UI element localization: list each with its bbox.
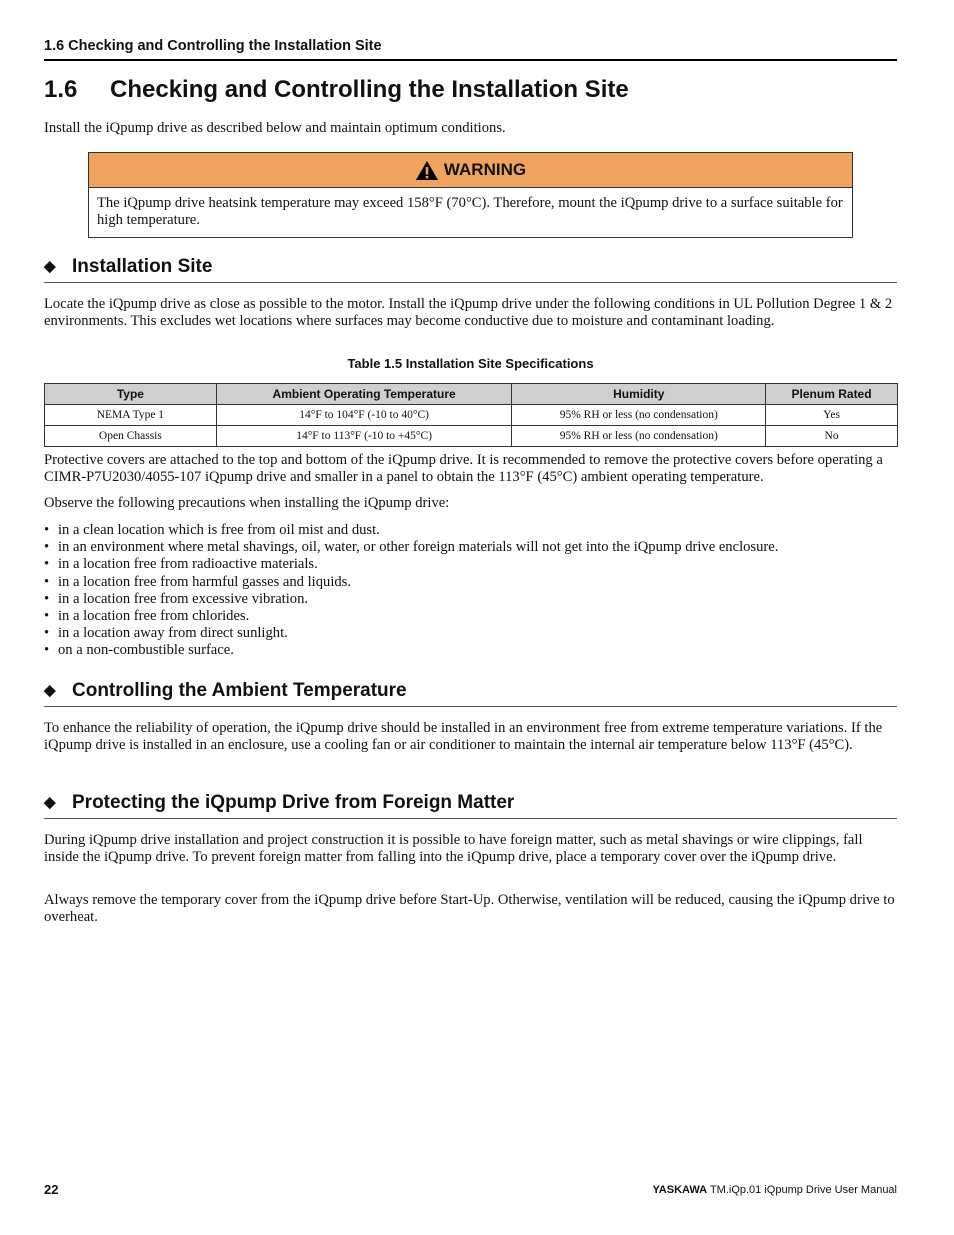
page-number: 22 [44, 1182, 59, 1197]
diamond-bullet-icon: ◆ [44, 258, 56, 275]
foreign-matter-paragraph-1: During iQpump drive installation and project construction it is possible to have foreign matter, such as metal shavings or wire clippings, fall inside the iQpump drive. To prevent foreign matter from falling into the iQpump drive, place a temporary cover over the iQpump drive. [44, 832, 863, 865]
section-heading-ambient: ◆ Controlling the Ambient Temperature [44, 680, 897, 707]
warning-header [89, 153, 852, 188]
column-header: Type [45, 384, 217, 405]
list-item: • in a location away from direct sunlight. [44, 625, 778, 642]
table-cell: 95% RH or less (no condensation) [512, 426, 766, 447]
warning-box [88, 152, 853, 238]
section-heading-foreign-matter: ◆ Protecting the iQpump Drive from Foreign Matter [44, 792, 897, 819]
diamond-bullet-icon: ◆ [44, 794, 56, 811]
list-item: • in a location free from harmful gasses and liquids. [44, 574, 778, 591]
observe-paragraph: Observe the following precautions when installing the iQpump drive: [44, 495, 450, 511]
table-caption: Table 1.5 Installation Site Specifications [347, 356, 594, 371]
manual-reference [652, 1184, 897, 1196]
list-item: • on a non-combustible surface. [44, 642, 778, 659]
warning-text: The iQpump drive heatsink temperature may exceed 158°F (70°C). Therefore, mount the iQpump drive to a surface suitable for high temperature. [97, 195, 843, 228]
installation-paragraph: Locate the iQpump drive as close as possible to the motor. Install the iQpump drive under the following conditions in UL Pollution Degree 1 & 2 environments. This excludes wet locations where surfaces may become conductive due to moisture and contaminant loading. [44, 296, 893, 329]
warning-label: WARNING [443, 160, 527, 179]
column-header: Ambient Operating Temperature [216, 384, 512, 405]
column-header: Plenum Rated [766, 384, 898, 405]
running-header: 1.6 Checking and Controlling the Installation Site [44, 38, 897, 61]
column-header: Humidity [512, 384, 766, 405]
diamond-bullet-icon: ◆ [44, 682, 56, 699]
table-row [45, 426, 898, 447]
table-cell: NEMA Type 1 [45, 405, 217, 426]
brand-name: YASKAWA [652, 1184, 708, 1196]
table-cell: 14°F to 104°F (-10 to 40°C) [216, 405, 512, 426]
list-item: • in a location free from chlorides. [44, 608, 778, 625]
table-cell: Yes [766, 405, 898, 426]
page-title [44, 76, 629, 104]
ambient-paragraph: To enhance the reliability of operation, the iQpump drive should be installed in an environment free from extreme temperature variations. If the iQpump drive is installed in an enclosure, use a cooling fan or air conditioner to maintain the internal air temperature below 113°F (45°C). [44, 720, 883, 753]
table-cell: No [766, 426, 898, 447]
list-item: • in a clean location which is free from oil mist and dust. [44, 522, 778, 539]
section-title-text: Checking and Controlling the Installation Site [110, 76, 629, 103]
list-item: • in a location free from radioactive materials. [44, 556, 778, 573]
list-item: • in an environment where metal shavings, oil, water, or other foreign materials will not get into the iQpump drive enclosure. [44, 539, 778, 556]
section-number: 1.6 [44, 76, 78, 103]
table-row [45, 405, 898, 426]
protective-covers-paragraph: Protective covers are attached to the top and bottom of the iQpump drive. It is recommended to remove the protective covers before operating a CIMR-P7U2030/4055-107 iQpump drive and smaller in a panel to obtain the 113°F (45°C) ambient operating temperature. [44, 452, 883, 485]
section-heading-installation: ◆ Installation Site [44, 256, 897, 283]
list-item: • in a location free from excessive vibration. [44, 591, 778, 608]
table-cell: Open Chassis [45, 426, 217, 447]
precautions-list [44, 522, 778, 660]
warning-triangle-icon [415, 160, 439, 181]
installation-spec-table [44, 383, 898, 447]
table-cell: 95% RH or less (no condensation) [512, 405, 766, 426]
foreign-matter-paragraph-2: Always remove the temporary cover from the iQpump drive before Start-Up. Otherwise, ventilation will be reduced, causing the iQpump drive to overheat. [44, 892, 895, 925]
table-header-row [45, 384, 898, 405]
intro-paragraph: Install the iQpump drive as described below and maintain optimum conditions. [44, 120, 506, 136]
manual-title: TM.iQp.01 iQpump Drive User Manual [709, 1184, 897, 1196]
table-cell: 14°F to 113°F (-10 to +45°C) [216, 426, 512, 447]
